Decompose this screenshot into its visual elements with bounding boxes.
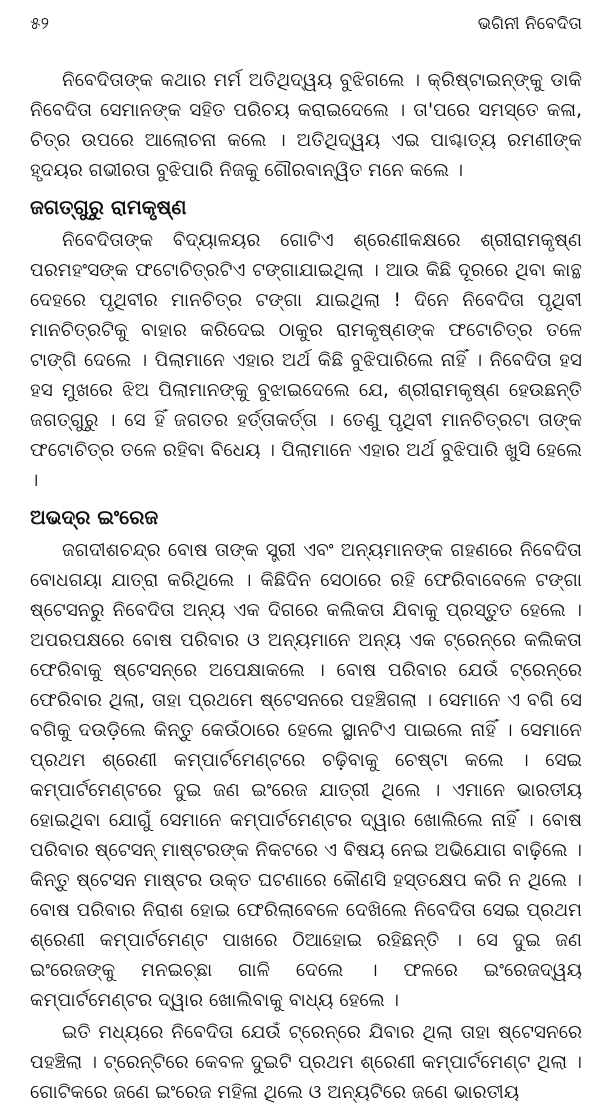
running-title: ଭଗିନୀ ନିବେଦିତା [477, 14, 582, 34]
section-paragraph: ନିବେଦିତାଙ୍କ ବିଦ୍ୟାଳୟର ଗୋଟିଏ ଶ୍ରେଣୀକକ୍ଷରେ ଶ୍ରୀରାମକୃଷ୍ଣ ପରମହଂସଙ୍କ ଫଟୋଚିତ୍ରଟିଏ ଟଙ୍ଗାଯାଇଥିଲା । ଆଉ କିଛି ଦୂରରେ ଥିବା କାନ୍ଥ ଦେହରେ ପୃଥିବୀର ମାନଚିତ୍ର ଟଙ୍ଗା ଯାଇଥିଲା ! ଦିନେ ନିବେଦିତା ପୃଥିବୀ ମାନଚିତ୍ରଟିକୁ ବାହାର କରିଦେଇ ଠାକୁର ରାମକୃଷ୍ଣଙ୍କ ଫଟୋଚିତ୍ର ତଳେ ଟାଙ୍ଗି ଦେଲେ । ପିଲାମାନେ ଏହାର ଅର୍ଥ କିଛି ବୁଝିପାରିଲେ ନାହିଁ । ନିବେଦିତା ହସ ହସ ମୁଖରେ ଝିଅ ପିଲାମାନଙ୍କୁ ବୁଝାଇଦେଲେ ଯେ, ଶ୍ରୀରାମକୃଷ୍ଣ ହେଉଛନ୍ତି ଜଗତ୍‌ଗୁରୁ । ସେ ହିଁ ଜଗତର ହର୍ତ୍ତାକର୍ତ୍ତା । ତେଣୁ ପୃଥିବୀ ମାନଚିତ୍ରଟା ତାଙ୍କ ଫଟୋଚିତ୍ର ତଳେ ରହିବା ବିଧେୟ । ପିଲାମାନେ ଏହାର ଅର୍ଥ ବୁଝିପାରି ଖୁସି ହେଲେ । [30, 230, 582, 491]
section-paragraph: ଇତି ମଧ୍ୟରେ ନିବେଦିତା ଯେଉଁ ଟ୍ରେନ୍‌ରେ ଯିବାର ଥିଲା ତାହା ଷ୍ଟେସନରେ ପହଞ୍ଚିଲା । ଟ୍ରେନ୍‌ଟିରେ କେବଳ ଦୁଇଟି ପ୍ରଥମ ଶ୍ରେଣୀ କମ୍ପାର୍ଟମେଣ୍ଟ ଥିଲା । ଗୋଟିକରେ ଜଣେ ଇଂରେଜ ମହିଳା ଥିଲେ ଓ ଅନ୍ୟଟିରେ ଜଣେ ଭାରତୀୟ [30, 1022, 582, 1103]
intro-paragraph: ନିବେଦିତାଙ୍କ କଥାର ମର୍ମ ଅତିଥିଦ୍ୱୟ ବୁଝିଗଲେ । କ୍ରିଷ୍ଟାଇନ୍‌ଙ୍କୁ ଡାକି ନିବେଦିତା ସେମାନଙ୍କ ସହିତ ପରିଚୟ କରାଇଦେଲେ । ତା'ପରେ ସମସ୍ତେ କଳା, ଚିତ୍ର ଉପରେ ଆଲୋଚନା କଲେ । ଅତିଥିଦ୍ୱୟ ଏଇ ପାଶ୍ଚାତ୍ୟ ରମଣୀଙ୍କ ହୃଦୟର ଗଭୀରତା ବୁଝିପାରି ନିଜକୁ ଗୌରବାନ୍ୱିତ ମନେ କଲେ । [30, 70, 582, 181]
section-heading-abhadra-ingreja: ଅଭଦ୍ର ଇଂରେଜ [30, 505, 159, 529]
running-header [30, 14, 582, 44]
section-paragraph: ଜଗଦୀଶଚନ୍ଦ୍ର ବୋଷ ତାଙ୍କ ସ୍ତ୍ରୀ ଏବଂ ଅନ୍ୟମାନଙ୍କ ଗହଣରେ ନିବେଦିତା ବୋଧଗୟା ଯାତ୍ରା କରିଥିଲେ । କିଛିଦିନ ସେଠାରେ ରହି ଫେରିବାବେଳେ ଟଙ୍ଗା ଷ୍ଟେସନରୁ ନିବେଦିତା ଅନ୍ୟ ଏକ ଦିଗରେ କଲିକତା ଯିବାକୁ ପ୍ରସ୍ତୁତ ହେଲେ । ଅପରପକ୍ଷରେ ବୋଷ ପରିବାର ଓ ଅନ୍ୟମାନେ ଅନ୍ୟ ଏକ ଟ୍ରେନ୍‌ରେ କଲିକତା ଫେରିବାକୁ ଷ୍ଟେସନ୍‌ରେ ଅପେକ୍ଷାକଲେ । ବୋଷ ପରିବାର ଯେଉଁ ଟ୍ରେନ୍‌ରେ ଫେରିବାର ଥିଲା, ତାହା ପ୍ରଥମେ ଷ୍ଟେସନରେ ପହଞ୍ଚିଗଲା । ସେମାନେ ଏ ବଗି ସେ ବଗିକୁ ଦଉଡ଼ିଲେ କିନ୍ତୁ କେଉଁଠାରେ ହେଲେ ସ୍ଥାନଟିଏ ପାଇଲେ ନାହିଁ । ସେମାନେ ପ୍ରଥମ ଶ୍ରେଣୀ କମ୍ପାର୍ଟମେଣ୍ଟରେ ଚଢ଼ିବାକୁ ଚେଷ୍ଟା କଲେ । ସେଇ କମ୍ପାର୍ଟମେଣ୍ଟରେ ଦୁଇ ଜଣ ଇଂରେଜ ଯାତ୍ରୀ ଥିଲେ । ଏମାନେ ଭାରତୀୟ ହୋଇଥିବା ଯୋଗୁଁ ସେମାନେ କମ୍ପାର୍ଟମେଣ୍ଟର ଦ୍ୱାର ଖୋଲିଲେ ନାହିଁ । ବୋଷ ପରିବାର ଷ୍ଟେସନ୍ ମାଷ୍ଟରଙ୍କ ନିକଟରେ ଏ ବିଷୟ ନେଇ ଅଭିଯୋଗ ବାଢ଼ିଲେ । କିନ୍ତୁ ଷ୍ଟେସନ ମାଷ୍ଟର ଉକ୍ତ ଘଟଣାରେ କୌଣସି ହସ୍ତକ୍ଷେପ କରି ନ ଥିଲେ । ବୋଷ ପରିବାର ନିରାଶ ହୋଇ ଫେରିଲାବେଳେ ଦେଖିଲେ ନିବେଦିତା ସେଇ ପ୍ରଥମ ଶ୍ରେଣୀ କମ୍ପାର୍ଟମେଣ୍ଟ ପାଖରେ ଠିଆହୋଇ ରହିଛନ୍ତି । ସେ ଦୁଇ ଜଣ ଇଂରେଜଙ୍କୁ ମନଇଚ୍ଛା ଗାଳି ଦେଲେ । ଫଳରେ ଇଂରେଜଦ୍ୱୟ କମ୍ପାର୍ଟମେଣ୍ଟର ଦ୍ୱାର ଖୋଲିବାକୁ ବାଧ୍ୟ ହେଲେ । [30, 540, 582, 1011]
page-number: ୫୨ [30, 14, 50, 34]
section-heading-jagatguru: ଜଗତ୍‌ଗୁରୁ ରାମକୃଷ୍ଣ [30, 195, 187, 219]
